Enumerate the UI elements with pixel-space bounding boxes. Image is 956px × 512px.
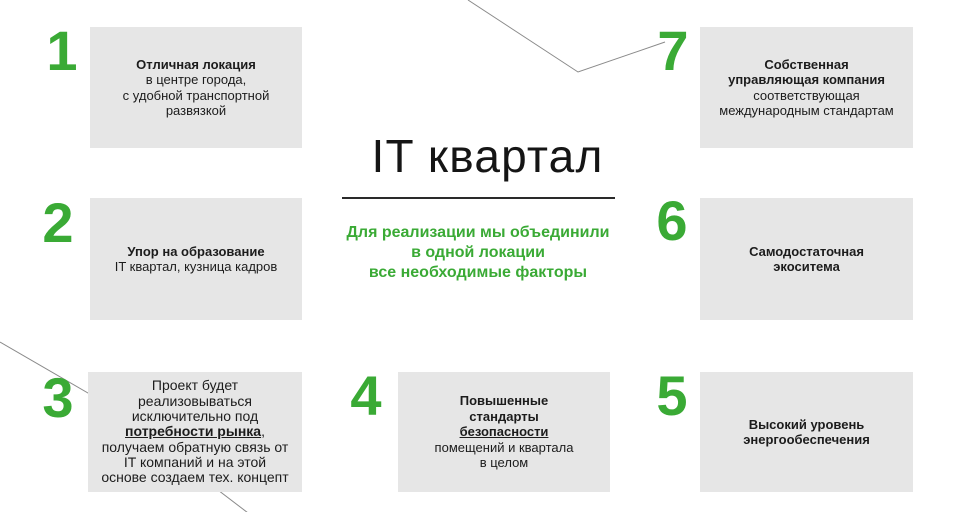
card-highlight-suffix: , (261, 423, 265, 440)
card-number-1: 1 (46, 19, 78, 82)
card-text-line: с удобной транспортной (122, 87, 270, 103)
title-divider (342, 197, 615, 199)
subtitle-line: все необходимые факторы (368, 264, 588, 281)
card-highlight-line (125, 424, 265, 439)
feature-card-energy (700, 372, 913, 492)
subtitle-line: в одной локации (411, 244, 545, 261)
card-highlight: потребности рынка (125, 423, 262, 440)
card-heading: Отличная локация (136, 56, 256, 72)
card-text-line: международным стандартам (719, 103, 894, 118)
card-text-line: в центре города, (145, 72, 247, 87)
card-heading: управляющая компания (728, 72, 885, 87)
card-number-6: 6 (656, 189, 688, 252)
card-text-line: реализовываться (138, 392, 252, 409)
card-heading: стандарты (469, 408, 539, 424)
feature-card-education (90, 198, 302, 320)
card-heading: Упор на образование (127, 243, 265, 259)
feature-card-ecosystem (700, 198, 913, 320)
card-text-line: исключительно под (131, 408, 259, 425)
card-text-line: Проект будет (151, 377, 239, 394)
card-number-2: 2 (42, 191, 74, 254)
card-heading: Высокий уровень (748, 416, 865, 432)
card-text-line: основе создаем тех. концепт (101, 469, 289, 486)
card-text-line: получаем обратную связь от (101, 438, 289, 455)
card-text-line: развязкой (165, 103, 227, 118)
subtitle-line: Для реализации мы объединили (346, 224, 610, 241)
feature-card-market-needs (88, 372, 302, 492)
feature-card-location (90, 27, 302, 148)
slide-title: IT квартал (371, 130, 604, 182)
card-text-line: IT квартал, кузница кадров (114, 259, 278, 274)
card-text-line: в целом (479, 455, 529, 471)
card-heading: экоситема (773, 259, 840, 274)
feature-card-security (398, 372, 610, 492)
card-number-3: 3 (42, 366, 74, 429)
card-text-line: IT компаний и на этой (123, 453, 267, 470)
card-number-5: 5 (656, 364, 688, 427)
feature-card-management (700, 27, 913, 148)
card-text-line: помещений и квартала (434, 439, 574, 455)
card-heading: безопасности (459, 424, 549, 440)
card-heading: энергообеспечения (743, 432, 870, 447)
card-number-4: 4 (350, 364, 382, 427)
card-heading: Повышенные (459, 393, 549, 409)
decorative-line-top (468, 0, 665, 72)
card-heading: Собственная (764, 56, 849, 72)
card-text-line: соответствующая (753, 87, 860, 103)
card-heading: Самодостаточная (749, 243, 864, 259)
subtitle (330, 223, 626, 283)
card-number-7: 7 (657, 19, 689, 82)
